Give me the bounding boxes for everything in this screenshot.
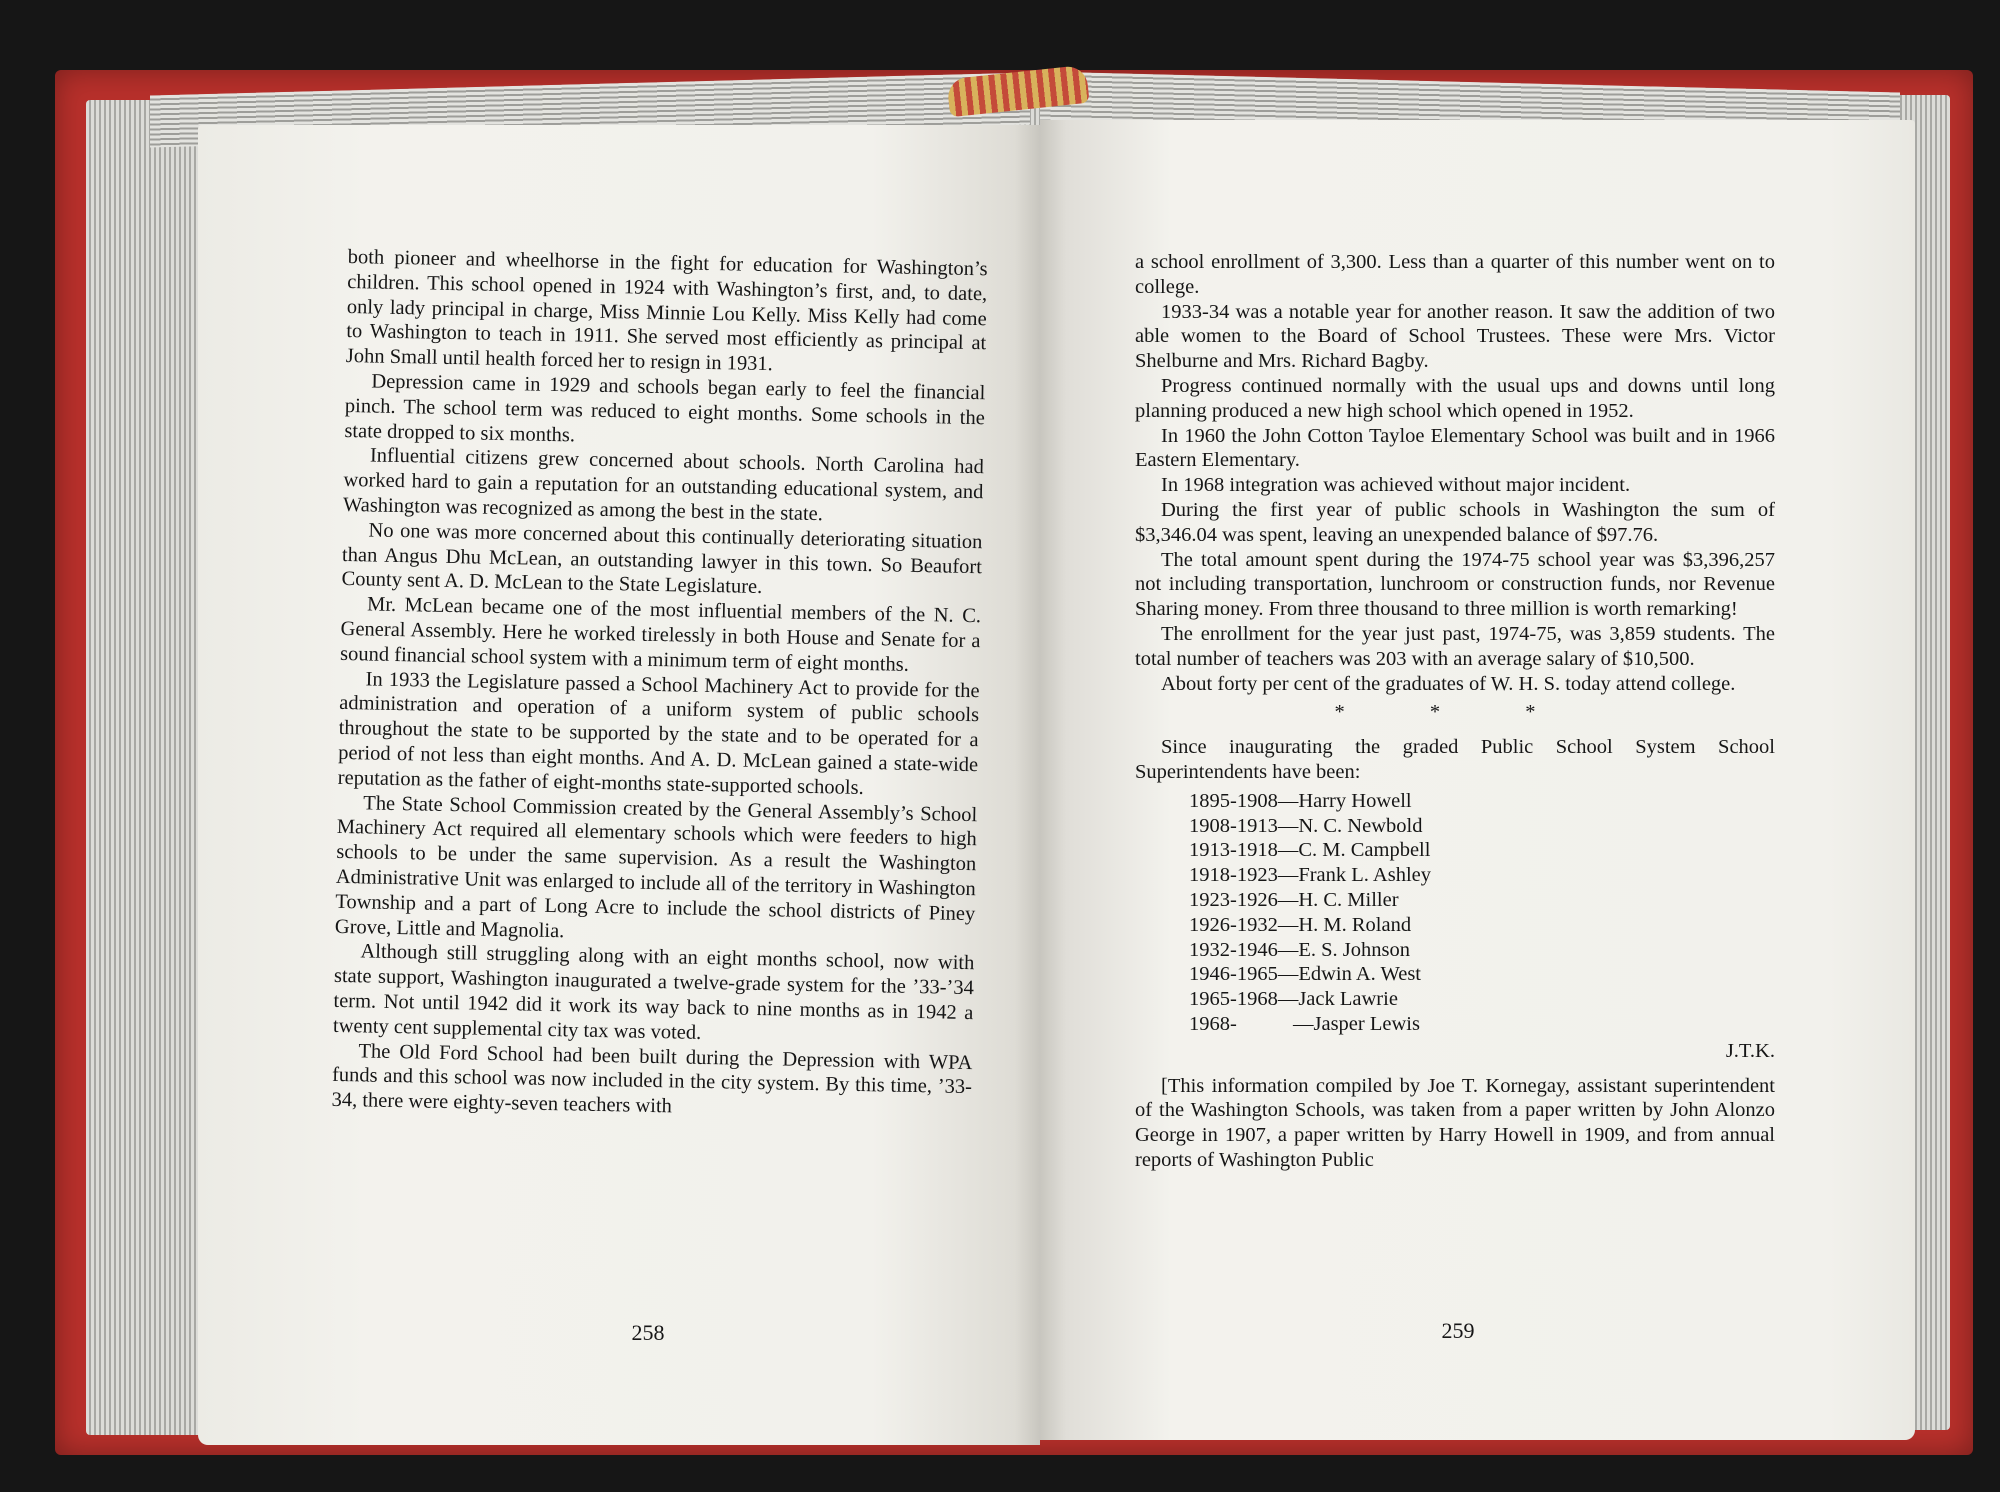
paragraph: Although still struggling along with an eight months school, now with state support, Washington inaugurated a twelve-grade system for the ’33-’34 term. Not until 1942 did it work its way back to nine months as in 1942 a twenty cent supplemental city tax was voted. [332, 940, 975, 1044]
left-page-text [331, 245, 988, 1125]
section-separator: * * * [1334, 701, 1576, 724]
paragraph: Progress continued normally with the usual ups and downs until long planning produced a new high school which opened in 1952. [1135, 374, 1775, 422]
supt-name: —Jasper Lewis [1293, 1012, 1420, 1035]
supt-years: 1965-1968 [1189, 988, 1278, 1011]
superintendents-list [1189, 789, 1775, 1037]
paragraph: About forty per cent of the graduates of W. H. S. today attend college. [1161, 672, 1736, 695]
right-page-text [1135, 250, 1775, 1173]
list-item [1189, 888, 1775, 913]
list-item [1189, 789, 1775, 814]
paragraph: During the first year of public schools in Washington the sum of $3,346.04 was spent, leaving an unexpended balance of $97.76. [1135, 498, 1775, 546]
supt-years: 1908-1913 [1189, 814, 1278, 837]
left-page [198, 125, 1040, 1445]
supt-name: —H. M. Roland [1277, 913, 1412, 936]
supt-years: 1913-1918 [1189, 839, 1278, 862]
paragraph: both pioneer and wheelhorse in the fight for education for Washington’s children. This school opened in 1924 with Washington’s first, and, to date, only lady principal in charge, Miss Minnie Lou Kelly. Miss Kelly had come to Washington to teach in 1911. She served most efficiently as principal at John Small until health forced her to resign in 1931. [345, 245, 988, 376]
paragraph: No one was more concerned about this continually deteriorating situation than Angus Dhu McLean, an outstanding lawyer in this town. So Beaufort County sent A. D. McLean to the State Legislature. [341, 519, 983, 599]
supt-name: —C. M. Campbell [1277, 839, 1431, 862]
list-item [1189, 962, 1775, 987]
page-number: 259 [1441, 1318, 1475, 1343]
page-number: 258 [631, 1320, 665, 1345]
paragraph: Influential citizens grew concerned about schools. North Carolina had worked hard to gain a reputation for an outstanding educational system, and Washington was recognized as among the best in the state. [342, 444, 985, 526]
supt-name: —Harry Howell [1277, 789, 1412, 812]
supt-years: 1968- [1189, 1012, 1237, 1035]
superintendents-intro: Since inaugurating the graded Public School System School Superintendents have been: [1135, 736, 1775, 783]
list-item [1189, 1012, 1775, 1037]
paragraph: In 1968 integration was achieved without major incident. [1161, 474, 1631, 497]
right-page [1040, 120, 1915, 1440]
supt-name: —Frank L. Ashley [1277, 864, 1431, 887]
supt-years: 1926-1932 [1189, 913, 1278, 936]
supt-name: —Jack Lawrie [1277, 988, 1398, 1011]
list-item [1189, 938, 1775, 963]
supt-years: 1923-1926 [1189, 888, 1278, 911]
author-initials: J.T.K. [1725, 1039, 1775, 1062]
paragraph: 1933-34 was a notable year for another reason. It saw the addition of two able women to the Board of School Trustees. These were Mrs. Victor Shelburne and Mrs. Richard Bagby. [1135, 300, 1775, 373]
list-item [1189, 838, 1775, 863]
supt-name: —H. C. Miller [1277, 888, 1399, 911]
paragraph: The Old Ford School had been built during the Depression with WPA funds and this school was now included in the city system. By this time, ’33-34, there were eighty-seven teachers with [331, 1039, 973, 1118]
supt-years: 1946-1965 [1189, 963, 1278, 986]
supt-name: —Edwin A. West [1277, 963, 1422, 986]
list-item [1189, 814, 1775, 839]
paragraph: In 1933 the Legislature passed a School Machinery Act to provide for the administration and operation of a uniform system of public schools throughout the state to be supported by the state and to be operated for a period of not less than eight months. And A. D. McLean gained a state-wide reputation as the father of eight-months state-supported schools. [337, 667, 980, 799]
source-note: [This information compiled by Joe T. Kornegay, assistant superintendent of the Washington Schools, was taken from a paper written by John Alonzo George in 1907, a paper written by Harry Howell in 1909, and from annual reports of Washington Public [1135, 1074, 1775, 1171]
paragraph: The total amount spent during the 1974-75 school year was $3,396,257 not including transportation, lunchroom or construction funds, nor Revenue Sharing money. From three thousand to three million is worth remarking! [1135, 548, 1775, 621]
supt-name: —E. S. Johnson [1277, 938, 1410, 961]
paragraph: Depression came in 1929 and schools began early to feel the financial pinch. The school term was reduced to eight months. Some schools in the state dropped to six months. [344, 370, 986, 446]
paragraph: The State School Commission created by the General Assembly’s School Machinery Act required all elementary schools which were feeders to high schools to be under the same supervision. As a result the Washington Administrative Unit was enlarged to include all of the territory in Washington Township and a part of Long Acre to include the school districts of Piney Grove, Little and Magnolia. [334, 791, 978, 942]
supt-years: 1932-1946 [1189, 938, 1278, 961]
supt-years: 1895-1908 [1189, 789, 1278, 812]
paragraph: In 1960 the John Cotton Tayloe Elementary School was built and in 1966 Eastern Elementary. [1135, 424, 1775, 472]
supt-name: —N. C. Newbold [1277, 814, 1423, 837]
list-item [1189, 913, 1775, 938]
supt-years: 1918-1923 [1189, 864, 1278, 887]
paragraph: a school enrollment of 3,300. Less than a quarter of this number went on to college. [1135, 251, 1775, 298]
list-item [1189, 987, 1775, 1012]
paragraph: The enrollment for the year just past, 1974-75, was 3,859 students. The total number of teachers was 203 with an average salary of $10,500. [1135, 622, 1775, 670]
list-item [1189, 863, 1775, 888]
paragraph: Mr. McLean became one of the most influential members of the N. C. General Assembly. Here he worked tirelessly in both House and Senate for a sound financial school system with a minimum term of eight months. [339, 593, 982, 676]
